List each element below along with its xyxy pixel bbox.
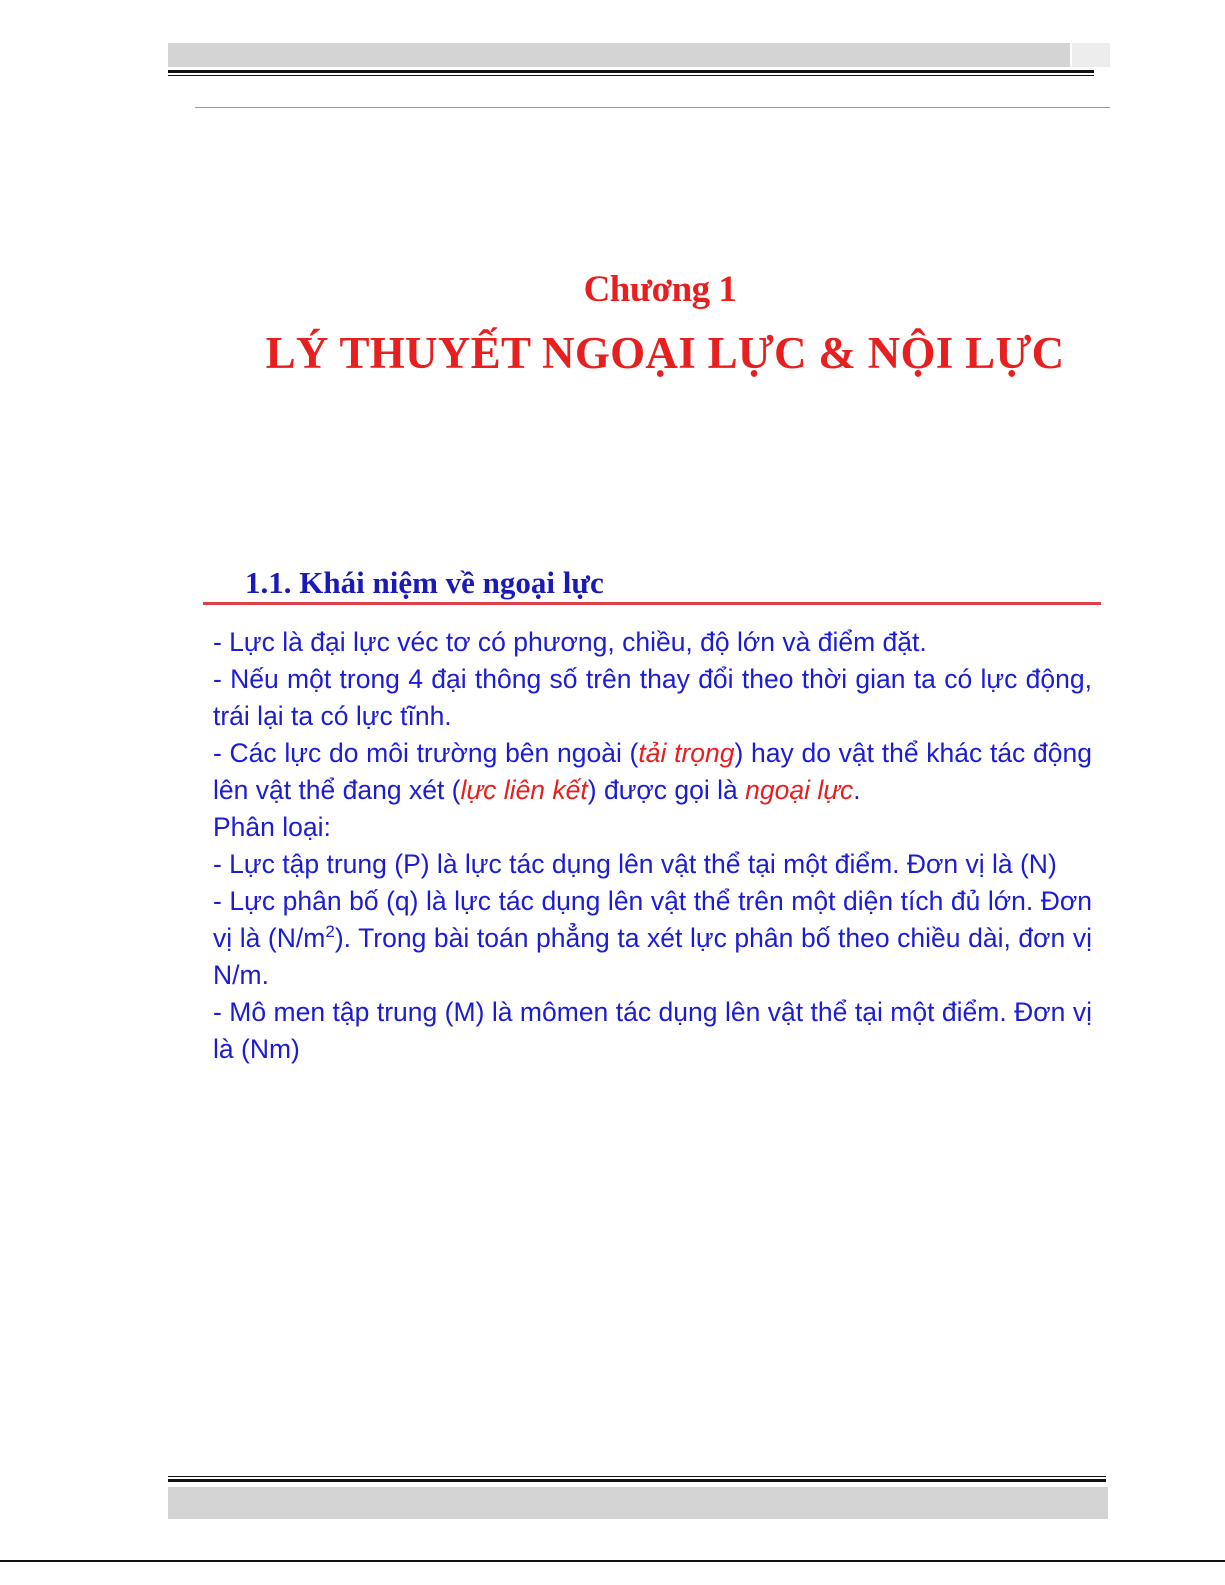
paragraph-6 [213,883,1092,994]
paragraph-3-text-2: ) hay do vật thể khác tác động lên vật thể đang xét ( [213,738,1092,805]
header-red-rule [195,107,1110,108]
footer-bar [168,1487,1108,1519]
paragraph-2: - Nếu một trong 4 đại thông số trên thay đổi theo thời gian ta có lực động, trái lại ta có lực tĩnh. [213,664,1092,731]
paragraph-6-text-2: ). Trong bài toán phẳng ta xét lực phân bố theo chiều dài, đơn vị N/m. [213,923,1093,990]
header-bar [168,43,1070,67]
term-ngoai-luc: ngoại lực [745,775,854,805]
header-rule-thin [168,75,1094,76]
section-rule [203,602,1101,605]
paragraph-3 [213,735,1092,809]
header-rule-thick [168,70,1094,73]
chapter-title: LÝ THUYẾT NGOẠI LỰC & NỘI LỰC [265,328,1065,378]
header-bar-tip [1072,43,1110,67]
paragraph-1: - Lực là đại lực véc tơ có phương, chiều, độ lớn và điểm đặt. [213,627,927,657]
paragraph-classification: Phân loại: [213,812,331,842]
section-body [213,624,1092,1068]
paragraph-6-text-1: - Lực phân bố (q) là lực tác dụng lên vật thể trên một diện tích đủ lớn. Đơn vị là (N/m [213,886,1092,953]
superscript-2: 2 [325,922,335,942]
page-bottom-rule [0,1560,1225,1562]
term-luc-lien-ket: lực liên kết [460,775,588,805]
footer-rule-thin [168,1476,1106,1477]
paragraph-3-text-1: - Các lực do môi trường bên ngoài ( [213,738,639,768]
paragraph-7: - Mô men tập trung (M) là mômen tác dụng lên vật thể tại một điểm. Đơn vị là (Nm) [213,997,1092,1064]
section-title: 1.1. Khái niệm về ngoại lực [245,565,604,600]
term-tai-trong: tải trọng [638,738,735,768]
chapter-number: Chương 1 [583,269,737,310]
footer-rule-thick [168,1479,1106,1482]
paragraph-5: - Lực tập trung (P) là lực tác dụng lên vật thể tại một điểm. Đơn vị là (N) [213,849,1057,879]
paragraph-3-text-3: ) được gọi là [587,775,746,805]
paragraph-3-text-4: . [853,775,861,805]
